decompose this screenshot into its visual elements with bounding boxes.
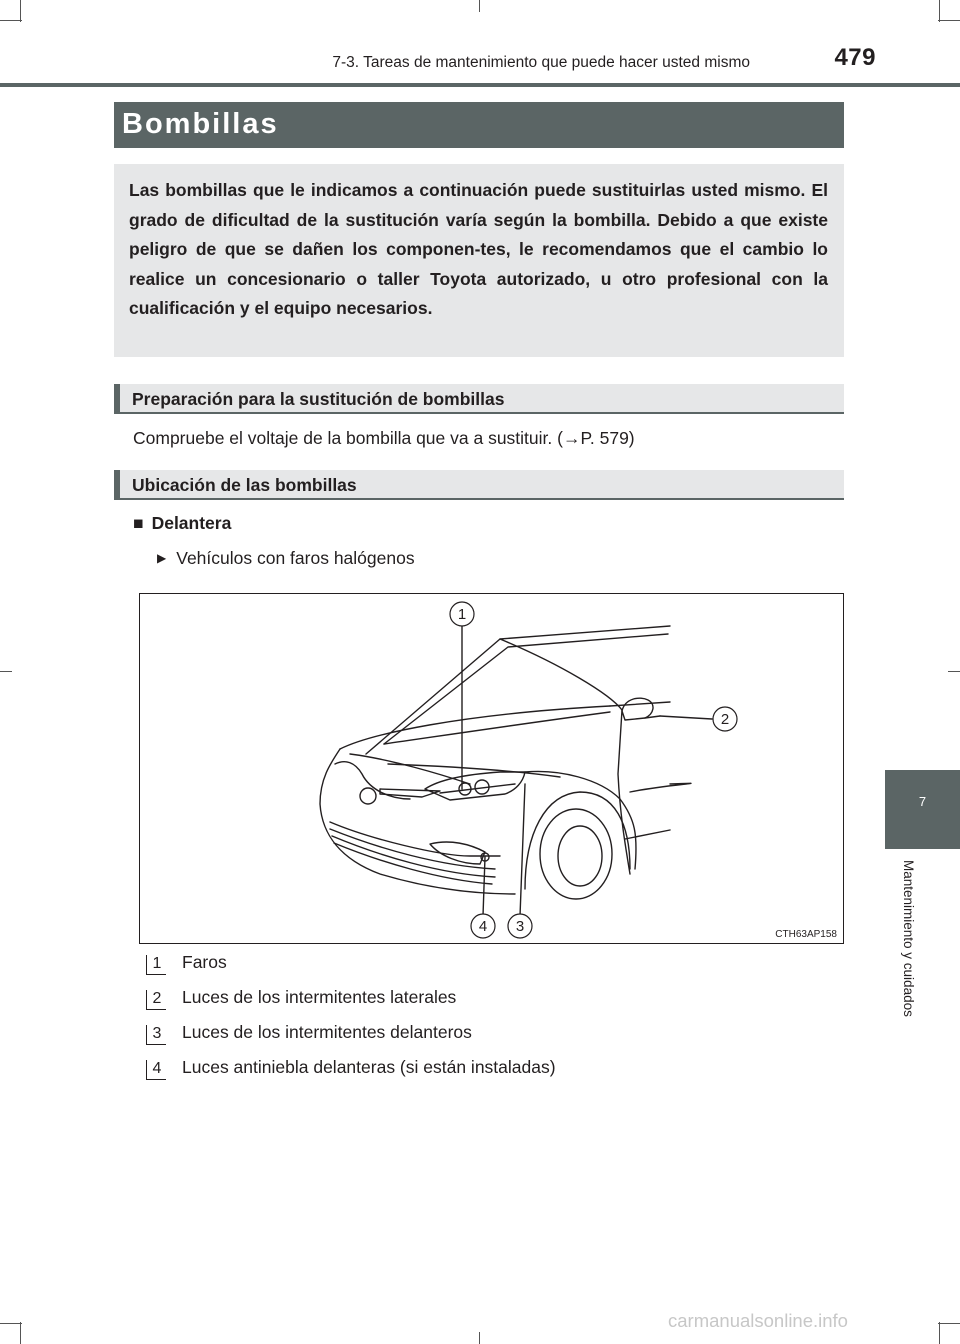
crop-mark [479,0,480,12]
intro-text: Las bombillas que le indicamos a continuación puede sustituirlas usted mismo. El grado de dificultad de la sustitución varía según la bombilla. Debido a que existe peligro de que se dañen los componen-tes, le recomendamos que el cambio lo realice un concesionario o taller Toyota autorizado, u otro profesional con la cualificación y el equipo necesarios. [129,180,828,318]
front-subheading: ■ Delantera [133,513,232,533]
section-title-bar [114,102,844,148]
heading-accent [114,384,120,412]
legend-number: 1 [146,953,168,975]
callout-label-3: 3 [515,918,525,935]
chapter-side-label: Mantenimiento y cuidados [901,860,916,1017]
legend-number: 2 [146,988,168,1010]
hood-outline [340,706,610,749]
callout-leader-3 [520,784,525,916]
crop-mark [938,1323,960,1324]
halogen-subitem: ▶ Vehículos con faros halógenos [157,548,415,568]
triangle-bullet-icon: ▶ [157,551,167,565]
crop-mark [0,1323,22,1324]
crop-mark [0,671,12,672]
heading-accent [114,470,120,498]
front-fascia [320,749,515,894]
side-mirror [622,698,653,720]
legend-label: Luces antiniebla delanteras (si están instaladas) [182,1057,556,1077]
preparation-heading-bar [114,384,844,414]
arrow-icon: → [562,428,581,448]
legend-label: Luces de los intermitentes laterales [182,987,457,1007]
crop-mark [948,671,960,672]
chapter-title: 7-3. Tareas de mantenimiento que puede hacer usted mismo [332,54,750,71]
crop-mark [0,20,22,21]
preparation-heading: Preparación para la sustitución de bombillas [132,389,505,409]
crop-mark [20,0,21,22]
chapter-tab-number: 7 [918,794,927,809]
legend-number: 4 [146,1058,168,1080]
a-pillar [500,639,622,710]
location-heading-bar [114,470,844,500]
windshield-outline [366,626,670,754]
callout-leader-4 [483,857,485,916]
legend-label: Faros [182,952,227,972]
emblem [360,788,376,804]
crop-mark [939,1322,940,1344]
square-bullet-icon: ■ [133,513,144,533]
car-illustration [140,594,843,943]
callout-label-2: 2 [720,711,730,728]
figure-code: CTH63AP158 [775,929,837,940]
header-rule [0,83,960,87]
legend-label: Luces de los intermitentes delanteros [182,1022,472,1042]
chapter-tab [885,770,960,849]
intro-box [114,164,844,357]
legend-number: 3 [146,1023,168,1045]
page-number: 479 [834,44,876,71]
callout-leader-2 [660,716,712,719]
location-heading: Ubicación de las bombillas [132,475,357,495]
crop-mark [938,20,960,21]
callout-label-1: 1 [457,606,467,623]
door-line [618,710,630,874]
section-title: Bombillas [122,108,279,140]
wheel-arch [525,792,630,889]
crop-mark [939,0,940,22]
callout-label-4: 4 [478,918,488,935]
preparation-text: Compruebe el voltaje de la bombilla que va a sustituir. (→P. 579) [133,428,635,448]
crop-mark [20,1322,21,1344]
watermark: carmanualsonline.info [668,1310,848,1331]
car-front-illustration [139,593,844,944]
crop-mark [479,1332,480,1344]
